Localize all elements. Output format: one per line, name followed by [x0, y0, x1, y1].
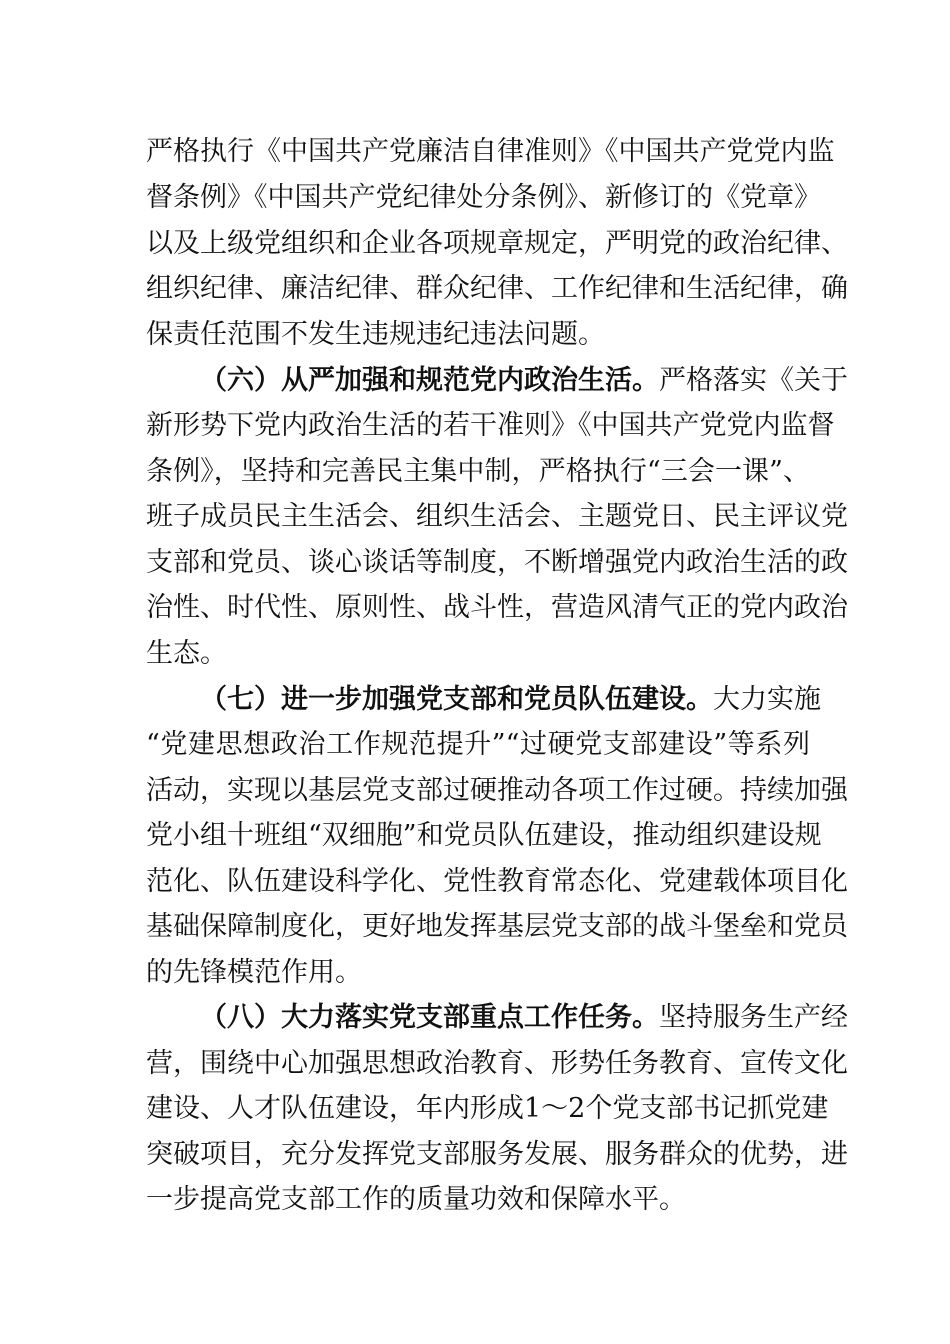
text-line: 基础保障制度化，更好地发挥基层党支部的战斗堡垒和党员 [146, 911, 848, 942]
text-line: 生态。 [146, 638, 227, 669]
section-heading: （八）大力落实党支部重点工作任务。 [200, 1002, 659, 1033]
text-line: 范化、队伍建设科学化、党性教育常态化、党建载体项目化 [146, 866, 848, 897]
text-line: 督条例》《中国共产党纪律处分条例》、新修订的《党章》 [146, 182, 821, 213]
text-span: 坚持服务生产经 [659, 1002, 848, 1033]
text-line: 营，围绕中心加强思想政治教育、形势任务教育、宣传文化 [146, 1048, 848, 1079]
text-line: 建设、人才队伍建设，年内形成1～2个党支部书记抓党建 [146, 1093, 829, 1124]
paragraph-first-line [200, 998, 848, 1038]
text-line: 的先锋模范作用。 [146, 957, 362, 988]
text-line: 党小组十班组“双细胞”和党员队伍建设，推动组织建设规 [146, 820, 822, 851]
text-line: 以及上级党组织和企业各项规章规定，严明党的政治纪律、 [146, 228, 848, 259]
text-line: 一步提高党支部工作的质量功效和保障水平。 [146, 1184, 686, 1215]
text-line: 突破项目，充分发挥党支部服务发展、服务群众的优势，进 [146, 1139, 848, 1170]
text-span: 严格落实《关于 [659, 365, 848, 396]
section-heading: （七）进一步加强党支部和党员队伍建设。 [200, 684, 713, 715]
text-line: 支部和党员、谈心谈话等制度，不断增强党内政治生活的政 [146, 547, 848, 578]
text-line: 保责任范围不发生违规违纪违法问题。 [146, 319, 605, 350]
text-line: 新形势下党内政治生活的若干准则》《中国共产党党内监督 [146, 410, 835, 441]
text-span: 大力实施 [713, 684, 821, 715]
section-heading: （六）从严加强和规范党内政治生活。 [200, 365, 659, 396]
text-line: 活动，实现以基层党支部过硬推动各项工作过硬。持续加强 [146, 775, 848, 806]
paragraph-first-line [200, 680, 821, 720]
text-line: 组织纪律、廉洁纪律、群众纪律、工作纪律和生活纪律，确 [146, 273, 848, 304]
text-line: 严格执行《中国共产党廉洁自律准则》《中国共产党党内监 [146, 136, 835, 167]
text-line: 治性、时代性、原则性、战斗性，营造风清气正的党内政治 [146, 592, 848, 623]
text-line: 班子成员民主生活会、组织生活会、主题党日、民主评议党 [146, 501, 848, 532]
paragraph-first-line [200, 361, 848, 401]
text-line: “党建思想政治工作规范提升”“过硬党支部建设”等系列 [146, 729, 810, 760]
text-line: 条例》，坚持和完善民主集中制，严格执行“三会一课”、 [146, 456, 810, 487]
